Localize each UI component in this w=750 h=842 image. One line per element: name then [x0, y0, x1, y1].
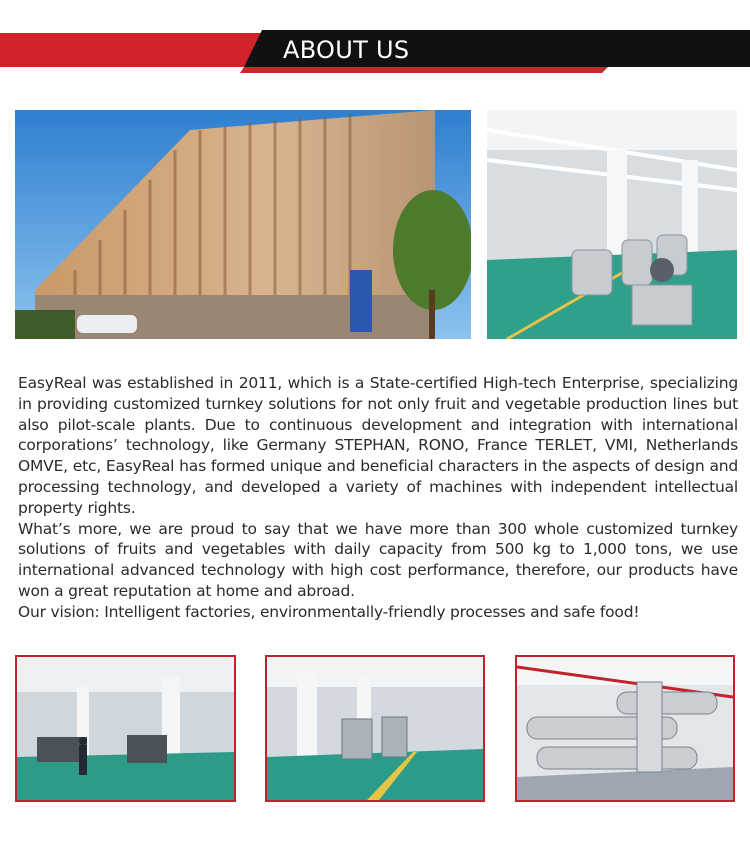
- factory-photo-2: [265, 655, 485, 802]
- building-photo: [15, 110, 471, 339]
- about-paragraph-history: EasyReal was established in 2011, which is a State-certified High-tech Enterprise, specializing in providing customized turnkey solutions for not only fruit and vegetable production lines but also pilot-scale plants. Due to continuous development and integration with international corporations’ technology, like Germany STEPHAN, RONO, France TERLET, VMI, Netherlands OMVE, etc, EasyReal has formed unique and beneficial characters in the aspects of design and processing technology, and developed a variety of machines with independent intellectual property rights.: [18, 374, 738, 517]
- page-title: ABOUT US: [283, 36, 410, 64]
- factory-photo-1: [15, 655, 236, 802]
- about-paragraph-vision: Our vision: Intelligent factories, environmentally-friendly processes and safe food!: [18, 602, 640, 621]
- about-paragraph-capacity: What’s more, we are proud to say that we have more than 300 whole customized turnkey solutions of fruits and vegetables with daily capacity from 500 kg to 1,000 tons, we use international advanced technology with high cost performance, therefore, our products have won a great reputation at home and abroad.: [18, 519, 738, 600]
- workshop-photo: [487, 110, 737, 339]
- factory-photo-3: [515, 655, 735, 802]
- about-description: [18, 373, 738, 623]
- section-header: [0, 0, 750, 80]
